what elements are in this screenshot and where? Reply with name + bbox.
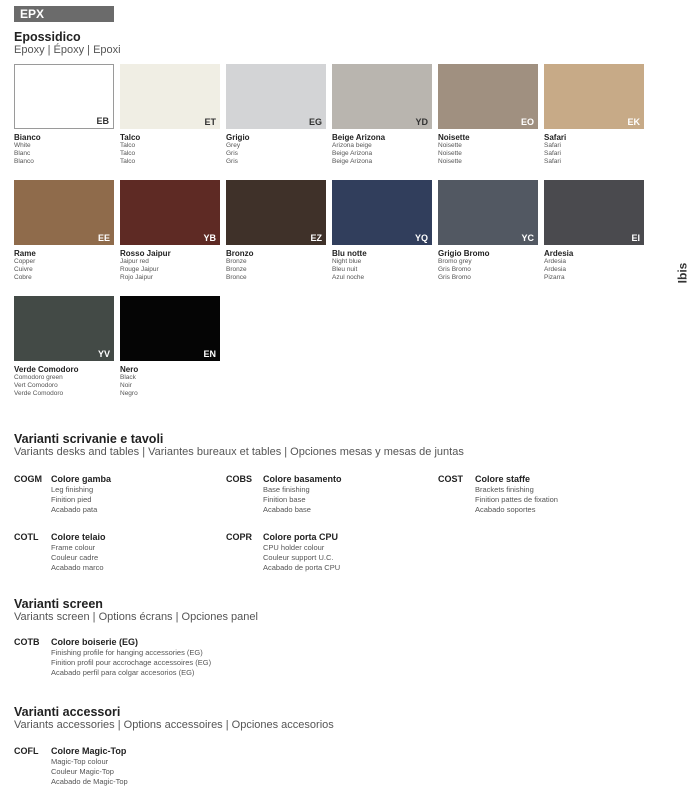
swatch-translation-es: Gris <box>226 158 238 166</box>
swatch-translation-es: Rojo Jaipur <box>120 274 153 282</box>
variant-translation-fr: Couleur Magic-Top <box>51 767 114 776</box>
swatch-code: EI <box>631 233 640 243</box>
swatch-translation-fr: Talco <box>120 150 136 158</box>
desks-subtitle: Variants desks and tables | Variantes bureaux et tables | Opciones mesas y mesas de juntas <box>14 446 464 458</box>
swatch-yd <box>332 64 432 167</box>
screen-subtitle: Variants screen | Options écrans | Opciones panel <box>14 611 258 623</box>
swatch-translation-es: Cobre <box>14 274 32 282</box>
swatch-code: EK <box>627 117 640 127</box>
swatch-translation-en: Jaipur red <box>120 258 149 265</box>
swatch-chip <box>332 64 432 129</box>
swatch-translation-es: Gris Bromo <box>438 274 471 282</box>
variant-translation-es: Acabado base <box>263 505 311 514</box>
product-side-label: Ibis <box>675 262 690 284</box>
variant-translation-es: Acabado perfil para colgar accesorios (EG) <box>51 668 195 677</box>
swatch-chip <box>226 64 326 129</box>
variant-code: COTB <box>14 637 40 647</box>
swatch-chip <box>120 180 220 245</box>
swatch-translation-en: Talco <box>120 142 136 149</box>
variant-translation-fr: Finition profil pour accrochage accessoires (EG) <box>51 658 212 667</box>
swatch-name: Rosso Jaipur <box>120 249 171 258</box>
epoxy-subtitle: Epoxy | Époxy | Epoxi <box>14 44 121 56</box>
swatch-chip <box>120 296 220 361</box>
variant-translation-en: Brackets finishing <box>475 485 534 494</box>
swatch-translation-en: Comodoro green <box>14 374 63 381</box>
swatch-translation-fr: Cuivre <box>14 266 33 274</box>
variant-translation-en: Base finishing <box>263 485 310 494</box>
variant-code: COST <box>438 474 464 484</box>
variant-translation-en: Finishing profile for hanging accessories (EG) <box>51 648 203 657</box>
swatch-chip <box>14 64 114 129</box>
swatch-translation-en: Bronze <box>226 258 247 265</box>
swatch-translation-fr: Rouge Jaipur <box>120 266 159 274</box>
epx-badge: EPX <box>14 6 114 22</box>
swatch-code: YB <box>203 233 216 243</box>
swatch-translation-en: Noisette <box>438 142 462 149</box>
variant-translation-fr: Finition base <box>263 495 306 504</box>
swatch-code: YC <box>521 233 534 243</box>
swatch-name: Beige Arizona <box>332 133 386 142</box>
swatch-name: Verde Comodoro <box>14 365 79 374</box>
swatch-translation-es: Noisette <box>438 158 462 166</box>
swatch-ee <box>14 180 114 283</box>
swatch-name: Ardesia <box>544 249 574 258</box>
swatch-name: Blu notte <box>332 249 367 258</box>
variant-translation-es: Acabado de porta CPU <box>263 563 341 572</box>
swatch-translation-fr: Bleu nuit <box>332 266 358 274</box>
swatch-code: EZ <box>310 233 322 243</box>
swatch-eg <box>226 64 326 167</box>
swatch-name: Safari <box>544 133 567 142</box>
swatch-ek <box>544 64 644 167</box>
variant-translation-en: Frame colour <box>51 543 96 552</box>
swatch-yc <box>438 180 538 283</box>
swatch-yb <box>120 180 220 283</box>
swatch-et <box>120 64 220 167</box>
accessories-subtitle: Variants accessories | Options accessoires | Opciones accesorios <box>14 719 334 731</box>
swatch-code: YQ <box>414 233 428 243</box>
swatch-code: ET <box>204 117 216 127</box>
swatch-chip <box>544 64 644 129</box>
swatch-chip <box>438 180 538 245</box>
swatch-eb <box>14 64 114 167</box>
swatch-name: Rame <box>14 249 36 258</box>
swatch-translation-en: Copper <box>14 258 36 265</box>
swatch-translation-en: Ardesia <box>544 258 567 265</box>
variant-translation-en: CPU holder colour <box>263 543 325 552</box>
swatch-translation-en: Black <box>120 374 136 381</box>
swatch-translation-fr: Vert Comodoro <box>14 382 58 390</box>
variant-code: COGM <box>14 474 42 484</box>
variant-translation-fr: Couleur cadre <box>51 553 99 562</box>
swatch-chip <box>438 64 538 129</box>
variant-translation-es: Acabado soportes <box>475 505 536 514</box>
swatch-eo <box>438 64 538 167</box>
swatch-chip <box>544 180 644 245</box>
swatch-code: EB <box>96 116 109 126</box>
swatch-translation-fr: Beige Arizona <box>332 150 373 158</box>
swatch-en <box>120 296 220 399</box>
swatch-code: EO <box>520 117 534 127</box>
swatch-translation-fr: Gris <box>226 150 238 158</box>
swatch-translation-fr: Noir <box>120 382 132 390</box>
swatch-code: YD <box>415 117 428 127</box>
swatch-translation-es: Negro <box>120 390 138 398</box>
swatch-translation-es: Bronce <box>226 274 247 282</box>
swatch-yv <box>14 296 114 399</box>
swatch-translation-es: Talco <box>120 158 136 166</box>
variant-translation-fr: Finition pied <box>51 495 92 504</box>
swatch-translation-fr: Blanc <box>14 150 31 158</box>
swatch-name: Bronzo <box>226 249 254 258</box>
swatch-translation-fr: Noisette <box>438 150 462 158</box>
swatch-name: Talco <box>120 133 141 142</box>
variant-title: Colore boiserie (EG) <box>51 637 139 647</box>
swatch-name: Noisette <box>438 133 470 142</box>
swatch-chip <box>332 180 432 245</box>
swatch-chip <box>120 64 220 129</box>
swatch-translation-en: Arizona beige <box>332 142 372 149</box>
swatch-translation-es: Azul noche <box>332 274 365 282</box>
variant-title: Colore gamba <box>51 474 112 484</box>
variant-code: COBS <box>226 474 253 484</box>
desks-title: Varianti scrivanie e tavoli <box>14 432 164 446</box>
variant-title: Colore staffe <box>475 474 531 484</box>
variant-translation-fr: Finition pattes de fixation <box>475 495 558 504</box>
variant-translation-fr: Couleur support U.C. <box>263 553 334 562</box>
swatch-translation-es: Beige Arizona <box>332 158 373 166</box>
screen-title: Varianti screen <box>14 597 103 611</box>
variant-title: Colore Magic-Top <box>51 746 127 756</box>
swatch-translation-en: White <box>14 142 31 149</box>
swatch-name: Grigio <box>226 133 250 142</box>
swatch-chip <box>226 180 326 245</box>
variant-title: Colore telaio <box>51 532 106 542</box>
swatch-yq <box>332 180 432 283</box>
variant-title: Colore porta CPU <box>263 532 339 542</box>
swatch-name: Nero <box>120 365 139 374</box>
swatch-translation-fr: Gris Bromo <box>438 266 471 274</box>
variant-translation-es: Acabado de Magic-Top <box>51 777 128 786</box>
epoxy-title: Epossidico <box>14 30 81 44</box>
swatch-translation-en: Grey <box>226 142 241 149</box>
variant-code: COPR <box>226 532 253 542</box>
variant-code: COTL <box>14 532 39 542</box>
swatch-translation-fr: Ardesia <box>544 266 567 274</box>
swatch-code: EE <box>97 233 110 243</box>
variant-title: Colore basamento <box>263 474 342 484</box>
swatch-translation-en: Safari <box>544 142 561 149</box>
swatch-ei <box>544 180 644 283</box>
swatch-code: EG <box>308 117 322 127</box>
accessories-title: Varianti accessori <box>14 705 121 719</box>
variant-code: COFL <box>14 746 39 756</box>
swatch-chip <box>14 296 114 361</box>
swatch-translation-es: Verde Comodoro <box>14 390 64 398</box>
swatch-name: Grigio Bromo <box>438 249 490 258</box>
swatch-translation-es: Blanco <box>14 158 34 166</box>
swatch-translation-fr: Safari <box>544 150 561 158</box>
swatch-name: Bianco <box>14 133 41 142</box>
swatch-code: EN <box>203 349 216 359</box>
swatch-translation-es: Safari <box>544 158 561 166</box>
swatch-ez <box>226 180 326 283</box>
swatch-translation-es: Pizarra <box>544 274 565 282</box>
variant-translation-en: Leg finishing <box>51 485 94 494</box>
swatch-chip <box>14 180 114 245</box>
variant-translation-en: Magic-Top colour <box>51 757 109 766</box>
variant-translation-es: Acabado marco <box>51 563 104 572</box>
swatch-translation-en: Bromo grey <box>438 258 472 265</box>
swatch-translation-fr: Bronze <box>226 266 247 274</box>
variant-translation-es: Acabado pata <box>51 505 98 514</box>
swatch-code: YV <box>97 349 110 359</box>
swatch-translation-en: Night blue <box>332 258 362 265</box>
